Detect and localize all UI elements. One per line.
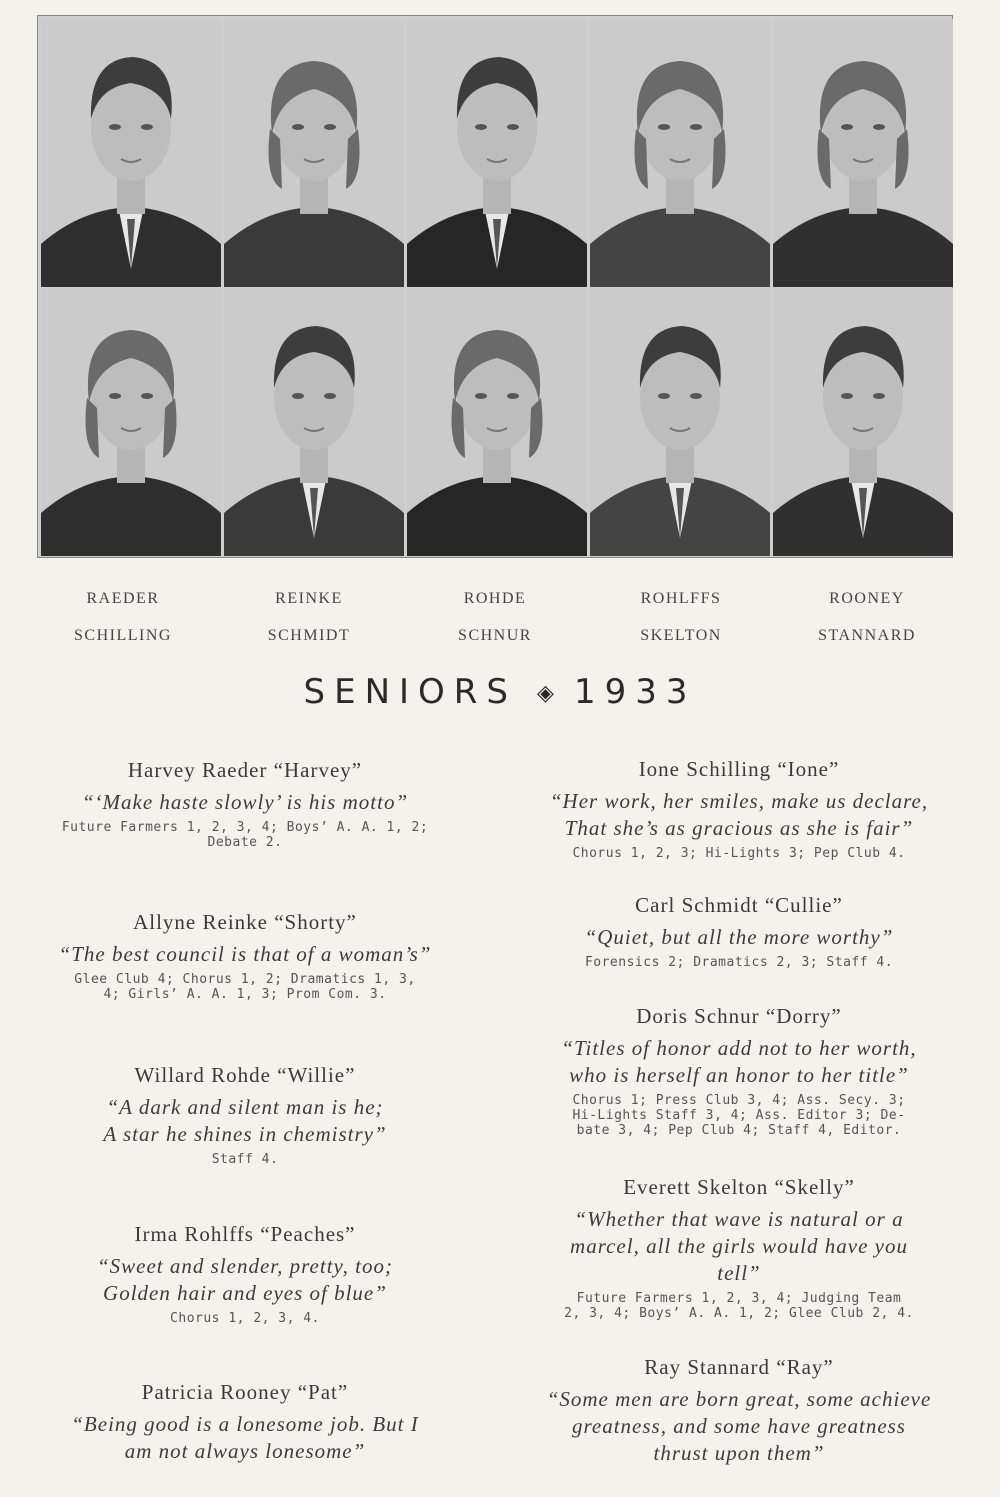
senior-activities-line: 4; Girls’ A. A. 1, 3; Prom Com. 3. bbox=[103, 987, 387, 1002]
senior-quote-line: “Whether that wave is natural or a bbox=[574, 1207, 904, 1231]
portrait-rohlffs bbox=[590, 19, 770, 287]
senior-name: Everett Skelton “Skelly” bbox=[623, 1175, 855, 1199]
portrait-grid bbox=[37, 15, 953, 558]
caption-name: STANNARD bbox=[818, 627, 916, 644]
senior-activities-line: 2, 3, 4; Boys’ A. A. 1, 2; Glee Club 2, 4. bbox=[564, 1306, 914, 1321]
portrait-stannard bbox=[773, 288, 953, 556]
caption-name: RAEDER bbox=[86, 590, 160, 607]
senior-quote-line: “‘Make haste slowly’ is his motto” bbox=[81, 790, 409, 814]
senior-entry bbox=[515, 757, 963, 861]
senior-name: Ione Schilling “Ione” bbox=[638, 757, 840, 781]
senior-name: Doris Schnur “Dorry” bbox=[636, 1004, 842, 1028]
caption-row-2 bbox=[30, 627, 960, 645]
senior-quote-line: “The best council is that of a woman’s” bbox=[58, 942, 432, 966]
caption-name: SCHMIDT bbox=[267, 627, 351, 644]
caption-name: SCHNUR bbox=[458, 627, 532, 644]
senior-quote-line: “Being good is a lonesome job. But I bbox=[71, 1412, 419, 1436]
senior-quote-line: marcel, all the girls would have you bbox=[570, 1234, 908, 1258]
senior-quote-line: “Sweet and slender, pretty, too; bbox=[96, 1254, 394, 1278]
heading-year: 1933 bbox=[573, 672, 697, 712]
senior-quote-line: A star he shines in chemistry” bbox=[103, 1122, 387, 1146]
senior-activities-line: Glee Club 4; Chorus 1, 2; Dramatics 1, 3, bbox=[74, 972, 416, 987]
senior-quote-line: “Some men are born great, some achieve bbox=[546, 1387, 932, 1411]
portrait-raeder bbox=[41, 19, 221, 287]
senior-name: Patricia Rooney “Pat” bbox=[141, 1380, 349, 1404]
senior-quote-line: “Quiet, but all the more worthy” bbox=[584, 925, 894, 949]
senior-entry bbox=[515, 1355, 963, 1467]
page-heading bbox=[0, 672, 1000, 712]
senior-quote-line: who is herself an honor to her title” bbox=[569, 1063, 909, 1087]
caption-row-1 bbox=[30, 590, 960, 608]
caption-name: SCHILLING bbox=[74, 627, 172, 644]
senior-name: Irma Rohlffs “Peaches” bbox=[134, 1222, 356, 1246]
senior-quote-line: That she’s as gracious as she is fair” bbox=[564, 816, 914, 840]
senior-entry bbox=[22, 910, 468, 1002]
senior-name: Willard Rohde “Willie” bbox=[134, 1063, 356, 1087]
caption-name: ROONEY bbox=[829, 590, 905, 607]
senior-activities-line: Chorus 1, 2, 3, 4. bbox=[170, 1311, 320, 1326]
portrait-schilling bbox=[41, 288, 221, 556]
senior-entry bbox=[515, 1175, 963, 1321]
caption-name: ROHLFFS bbox=[640, 590, 722, 607]
senior-activities-line: Staff 4. bbox=[211, 1152, 279, 1167]
senior-quote-line: “Titles of honor add not to her worth, bbox=[561, 1036, 917, 1060]
senior-activities-line: bate 3, 4; Pep Club 4; Staff 4, Editor. bbox=[576, 1123, 902, 1138]
senior-entry bbox=[22, 1063, 468, 1167]
senior-quote-line: Golden hair and eyes of blue” bbox=[103, 1281, 387, 1305]
senior-activities-line: Future Farmers 1, 2, 3, 4; Judging Team bbox=[576, 1291, 902, 1306]
senior-quote-line: am not always lonesome” bbox=[124, 1439, 366, 1463]
portrait-rooney bbox=[773, 19, 953, 287]
portrait-schmidt bbox=[224, 288, 404, 556]
portrait-skelton bbox=[590, 288, 770, 556]
senior-entry bbox=[22, 1222, 468, 1326]
senior-entry bbox=[515, 893, 963, 970]
senior-name: Allyne Reinke “Shorty” bbox=[133, 910, 357, 934]
senior-activities-line: Debate 2. bbox=[207, 835, 283, 850]
senior-entry bbox=[22, 1380, 468, 1465]
portrait-schnur bbox=[407, 288, 587, 556]
senior-name: Ray Stannard “Ray” bbox=[644, 1355, 834, 1379]
senior-name: Carl Schmidt “Cullie” bbox=[635, 893, 843, 917]
senior-quote-line: thrust upon them” bbox=[653, 1441, 825, 1465]
senior-activities-line: Future Farmers 1, 2, 3, 4; Boys’ A. A. 1, 2; bbox=[61, 820, 429, 835]
senior-activities-line: Chorus 1, 2, 3; Hi-Lights 3; Pep Club 4. bbox=[572, 846, 906, 861]
senior-name: Harvey Raeder “Harvey” bbox=[127, 758, 363, 782]
caption-name: ROHDE bbox=[463, 590, 527, 607]
portrait-rohde bbox=[407, 19, 587, 287]
senior-activities-line: Chorus 1; Press Club 3, 4; Ass. Secy. 3; bbox=[572, 1093, 906, 1108]
senior-activities-line: Forensics 2; Dramatics 2, 3; Staff 4. bbox=[584, 955, 894, 970]
caption-name: REINKE bbox=[275, 590, 343, 607]
senior-entry bbox=[22, 758, 468, 850]
senior-quote-line: greatness, and some have greatness bbox=[572, 1414, 906, 1438]
portrait-reinke bbox=[224, 19, 404, 287]
senior-quote-line: “A dark and silent man is he; bbox=[106, 1095, 384, 1119]
senior-quote-line: “Her work, her smiles, make us declare, bbox=[549, 789, 929, 813]
senior-quote-line: tell” bbox=[717, 1261, 761, 1285]
senior-activities-line: Hi-Lights Staff 3, 4; Ass. Editor 3; De- bbox=[572, 1108, 906, 1123]
senior-entry bbox=[515, 1004, 963, 1138]
heading-title: SENIORS bbox=[303, 672, 518, 712]
caption-name: SKELTON bbox=[640, 627, 722, 644]
diamond-icon: ◈ bbox=[537, 681, 554, 706]
